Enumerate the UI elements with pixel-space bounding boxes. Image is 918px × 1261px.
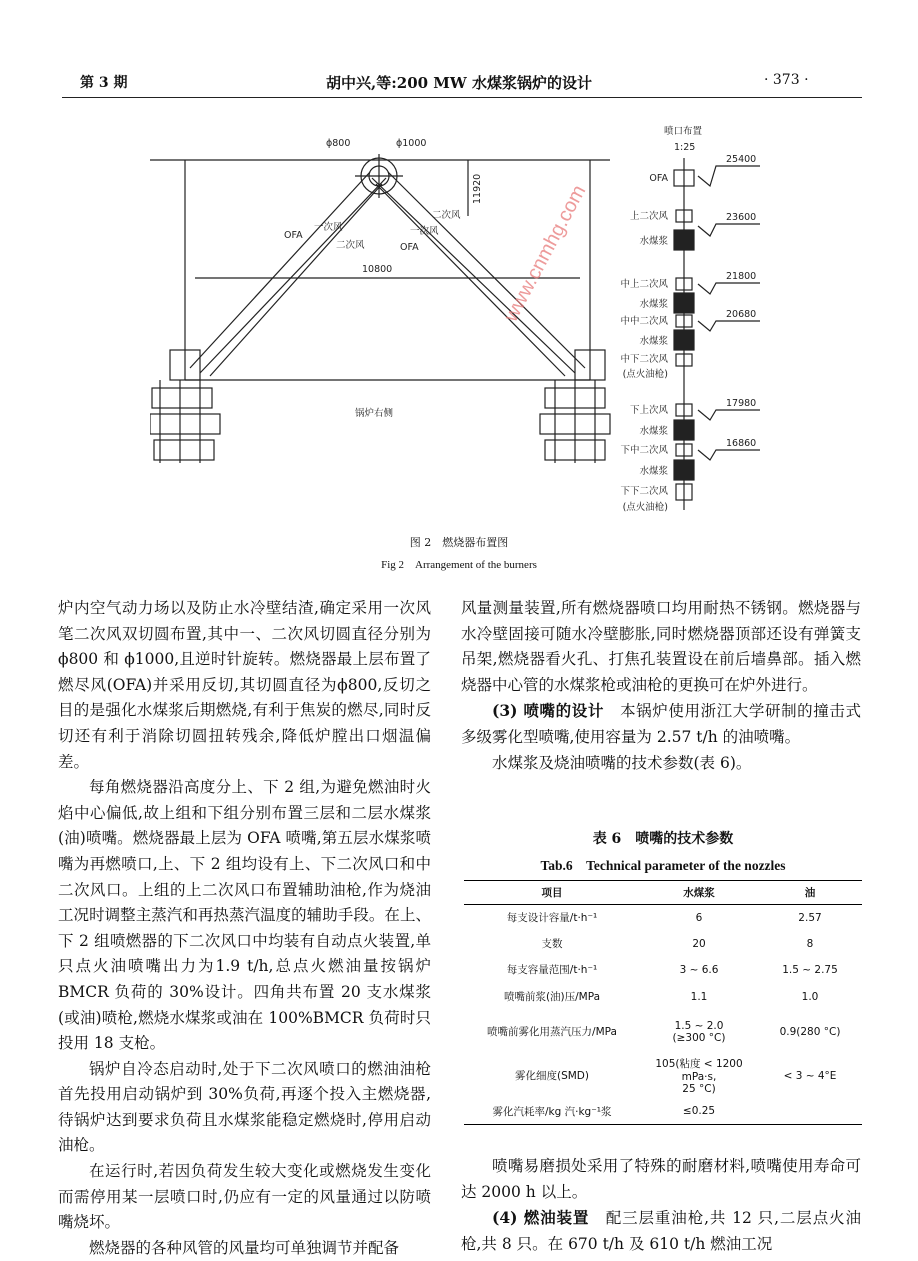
section-body: 配三层重油枪,共 12 只,二层点火油枪,共 8 只。在 670 t/h 及 610 t/h 燃油工况 [461, 1209, 861, 1253]
nozzle-layout-title: 喷口布置 [664, 126, 703, 137]
table-caption-cn: 表 6 喷嘴的技术参数 [592, 831, 734, 847]
nozzle-label: 水煤浆 [639, 466, 668, 477]
table-cell: 8 [806, 937, 814, 950]
burner-arrangement-figure [150, 118, 770, 530]
section-body: 本锅炉使用浙江大学研制的撞击式多级雾化型喷嘴,使用容量为 2.57 t/h 的油喷嘴。 [461, 702, 861, 746]
nozzle-column-drawing [674, 158, 760, 510]
nozzle-label: 水煤浆 [639, 236, 668, 247]
paragraph: 在运行时,若因负荷发生较大变化或燃烧发生变化而需停用某一层喷口时,仍应有一定的风量通过以防喷嘴烧坏。 [58, 1162, 431, 1232]
paragraph [461, 1205, 861, 1257]
table-cell: 0.9(280 °C) [779, 1025, 841, 1038]
table-cell: 1.1 [690, 990, 708, 1003]
nozzle-label: 下上次风 [629, 405, 668, 416]
elevation-label: 16860 [726, 438, 757, 449]
page-number: · 373 · [764, 72, 809, 88]
section-heading: (4) 燃油装置 [492, 1208, 590, 1228]
paragraph: 锅炉自冷态启动时,处于下二次风喷口的燃油油枪首先投用启动锅炉到 30%负荷,再逐个投入主燃烧器,待锅炉达到要求负荷且水煤浆能稳定燃烧时,停用启动油枪。 [58, 1059, 431, 1155]
elevation-label: 23600 [726, 212, 757, 223]
column-header: 水煤浆 [683, 887, 715, 899]
table-cell: 105(粘度 < 1200 mPa·s, 25 °C) [655, 1058, 743, 1095]
height-dimension: 11920 [472, 173, 483, 204]
table-cell: 20 [692, 937, 706, 950]
nozzle-label: 水煤浆 [639, 336, 668, 347]
table-cell: 2.57 [798, 911, 822, 924]
right-corner-burner [540, 350, 610, 463]
table-row [464, 905, 862, 931]
nozzle-label: (点火油枪) [622, 502, 668, 513]
nozzle-label: OFA [649, 173, 668, 184]
table-cell: < 3 ~ 4°E [783, 1069, 837, 1082]
table-cell: 1.5 ~ 2.75 [782, 963, 838, 976]
nozzle-label: 中中二次风 [620, 316, 668, 327]
table-cell: 雾化细度(SMD) [514, 1070, 589, 1082]
diameter-800-label: ϕ800 [326, 138, 351, 149]
right-text-column-bottom [461, 1154, 861, 1257]
nozzle-parameters-table [464, 880, 862, 1125]
table-row [464, 1099, 862, 1125]
width-dimension: 10800 [362, 264, 393, 275]
boiler-right-side-label: 锅炉右侧 [355, 408, 394, 419]
nozzle-label: (点火油枪) [622, 369, 668, 380]
ofa-label-left: OFA [284, 230, 303, 241]
nozzle-label: 水煤浆 [639, 426, 668, 437]
table-row [464, 983, 862, 1011]
nozzle-label: 中上二次风 [620, 279, 668, 290]
nozzle-label: 下中二次风 [620, 445, 668, 456]
section-heading: (3) 喷嘴的设计 [492, 701, 604, 721]
secondary-air-label-right: 二次风 [432, 210, 461, 221]
table-cell: 每支容量范围/t·h⁻¹ [506, 964, 598, 976]
figure-caption-en: Fig 2 Arrangement of the burners [381, 559, 537, 571]
table-cell: 3 ~ 6.6 [679, 963, 719, 976]
table-row [464, 957, 862, 983]
table-cell [758, 1099, 862, 1125]
furnace-plan-drawing [150, 154, 760, 510]
diameter-1000-label: ϕ1000 [396, 138, 427, 149]
paragraph: 炉内空气动力场以及防止水冷壁结渣,确定采用一次风笔二次风双切圆布置,其中一、二次风切圆直径分别为 ϕ800 和 ϕ1000,且逆时针旋转。燃烧器最上层布置了燃尽风(OFA)并采用反切,其切圆直径为ϕ800,反切之目的是强化水煤浆后期燃烧,有利于焦炭的燃尽,同时反切还有利于消除切圆扭转残余,降低炉膛出口烟温偏差。 [58, 599, 431, 771]
left-text-column [58, 596, 431, 1261]
paragraph: 喷嘴易磨损处采用了特殊的耐磨材料,喷嘴使用寿命可达 2000 h 以上。 [461, 1157, 861, 1201]
nozzle-label: 水煤浆 [639, 299, 668, 310]
elevation-label: 20680 [726, 309, 757, 320]
table-cell: 1.5 ~ 2.0 (≥300 °C) [672, 1019, 726, 1044]
right-text-column [461, 596, 861, 776]
elevation-label: 17980 [726, 398, 757, 409]
nozzle-label: 中下二次风 [620, 354, 668, 365]
primary-air-label-left: 一次风 [314, 222, 343, 233]
table-row [464, 1053, 862, 1099]
running-title: 胡中兴,等:200 MW 水煤浆锅炉的设计 [326, 74, 592, 92]
header-rule [62, 97, 862, 98]
paragraph [461, 698, 861, 750]
column-header: 油 [804, 887, 816, 899]
paragraph: 风量测量装置,所有燃烧器喷口均用耐热不锈钢。燃烧器与水冷壁固接可随水冷壁膨胀,同时燃烧器顶部还设有弹簧支吊架,燃烧器看火孔、打焦孔装置设在前后墙鼻部。插入燃烧器中心管的水煤浆枪或油枪的更换可在炉外进行。 [461, 599, 861, 694]
paragraph: 水煤浆及烧油喷嘴的技术参数(表 6)。 [492, 753, 752, 772]
scale-label: 1:25 [674, 142, 696, 153]
table-cell: 支数 [541, 938, 563, 950]
table-row [464, 931, 862, 957]
secondary-air-label-left: 二次风 [336, 240, 365, 251]
issue-number: 第 3 期 [80, 75, 128, 91]
paragraph: 燃烧器的各种风管的风量均可单独调节并配备 [89, 1238, 400, 1257]
nozzle-label: 下下二次风 [620, 486, 668, 497]
watermark: www.cnmhg.com [500, 181, 591, 326]
table-cell: 6 [695, 911, 703, 924]
primary-air-label-right: 一次风 [410, 226, 439, 237]
elevation-label: 25400 [726, 154, 757, 165]
table-cell: 1.0 [801, 990, 819, 1003]
table-cell: 喷嘴前雾化用蒸汽压力/MPa [487, 1026, 617, 1038]
table-cell: 每支设计容量/t·h⁻¹ [506, 912, 598, 925]
figure-caption-cn: 图 2 燃烧器布置图 [409, 536, 509, 549]
column-header: 项目 [541, 887, 563, 899]
nozzle-label: 上二次风 [629, 211, 668, 222]
table-cell: 雾化汽耗率/kg 汽·kg⁻¹浆 [492, 1105, 612, 1118]
table-cell: 喷嘴前浆(油)压/MPa [503, 991, 601, 1003]
table-row [464, 1011, 862, 1053]
paragraph: 每角燃烧器沿高度分上、下 2 组,为避免燃油时火焰中心偏低,故上组和下组分别布置三层和二层水煤浆(油)喷嘴。燃烧器最上层为 OFA 喷嘴,第五层水煤浆喷嘴为再燃喷口,上、下 2 组均设有上、下二次风口和中二次风口。上组的上二次风口布置辅助油枪,作为烧油工况时调整主蒸汽和再热蒸汽温度的辅助手段。在上、下 2 组喷燃器的下二次风口中均装有自动点火装置,单只点火油喷嘴出力为1.9 t/h,总点火燃油量按锅炉 BMCR 负荷的 30%设计。四角共布置 20 支水煤浆(或油)喷枪,燃烧水煤浆或油在 100%BMCR 负荷时只投用 18 支枪。 [58, 778, 431, 1053]
table-caption-en: Tab.6 Technical parameter of the nozzles [540, 858, 786, 873]
ofa-label-right: OFA [400, 242, 419, 253]
table-cell: ≤0.25 [682, 1105, 716, 1118]
elevation-label: 21800 [726, 271, 757, 282]
